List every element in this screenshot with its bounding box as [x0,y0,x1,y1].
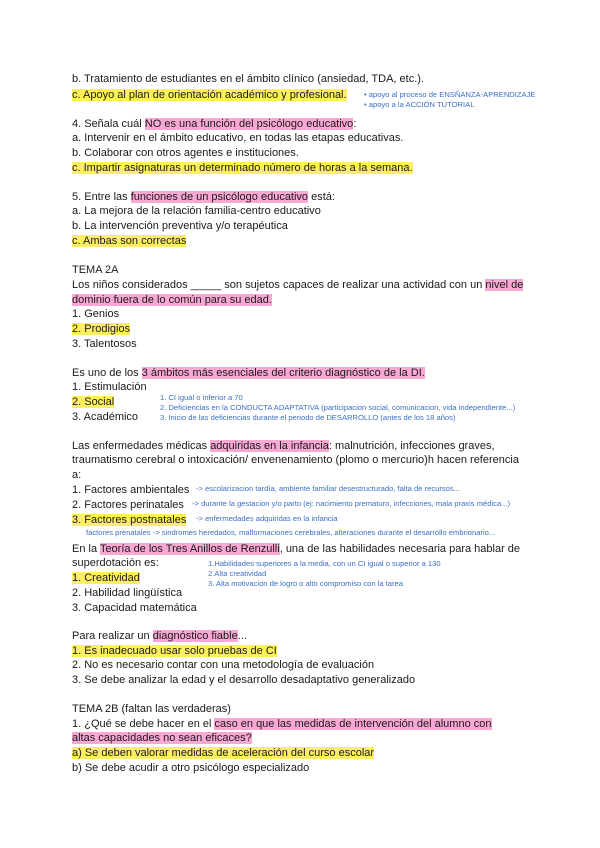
t2a-q1-option-2 [72,322,130,336]
t2a-q4-option-1-text: 1. Creatividad [72,572,140,584]
t2a-q1-option-3: 3. Talentosos [72,338,137,350]
tema2a-title: TEMA 2A [72,264,119,276]
t2a-q4-line2: superdotación es: [72,557,159,569]
t2a-q2-option-3: 3. Académico [72,411,139,423]
t2a-q5-stem [72,629,247,643]
t2a-q2-note-2: 2. Deficiencias en la CONDUCTA ADAPTATIVA (participacion social, comunicacion, vida independiente...) [160,403,516,412]
t2a-q4-line1-highlight: Teoría de los Tres Anillos de Renzulli [99,543,280,555]
t2b-q1-line1-pre: 1. ¿Qué se debe hacer en el [72,718,215,730]
t2a-q4-option-3: 3. Capacidad matemática [72,602,197,614]
q5-option-c-text: c. Ambas son correctas [72,235,187,247]
t2a-q3-line1-highlight: adquiridas en la infancia [210,440,329,452]
t2a-q5-option-1-text: 1. Es inadecuado usar solo pruebas de CI [72,645,277,657]
q4-option-b: b. Colaborar con otros agentes e instituciones. [72,147,299,159]
t2a-q4-option-2: 2. Habilidad lingüística [72,587,183,599]
t2a-q5-stem-highlight: diagnóstico fiable [152,630,238,642]
t2a-q3-option-1: 1. Factores ambientales [72,484,190,496]
q5-stem [72,190,335,204]
q5-option-a: a. La mejora de la relación familia-centro educativo [72,205,321,217]
t2a-q3-note-4: factores prenatales -> sindromes heredados, malformaciones cerebrales, alteraciones durante el desarrollo embrionario... [86,528,496,537]
t2a-q2-stem-pre: Es uno de los [72,367,142,379]
q3-option-b: b. Tratamiento de estudiantes en el ámbito clínico (ansiedad, TDA, etc.). [72,73,424,85]
t2a-q2-note-3: 3. Inicio de las deficiencias durante el periodo de DESARROLLO (antes de los 18 años) [160,413,456,422]
t2b-q1-line1-highlight: caso en que las medidas de intervención del alumno con [214,718,492,730]
t2a-q4-option-1 [72,571,140,585]
t2a-q2-stem [72,366,425,380]
q4-stem-post: : [353,118,357,130]
t2a-q3-note-3: -> enfermedades adquiridas en la infancia [196,514,338,523]
t2b-q1-option-a [72,746,374,760]
t2a-q5-stem-pre: Para realizar un [72,630,153,642]
q4-option-c [72,161,413,175]
t2a-q2-stem-highlight: 3 ámbitos más esenciales del criterio diagnóstico de la DI. [141,367,425,379]
t2a-q2-note-1: 1. CI igual o inferior a 70 [160,393,243,402]
t2a-q3-line3: a: [72,469,82,481]
t2b-q1-line2-highlight: altas capacidades no sean eficaces? [72,732,252,744]
t2a-q3-note-1: -> escolarizacion tardía, ambiente familiar desestructurado, falta de recursos... [196,484,461,493]
t2a-q3-line2: traumatismo cerebral o intoxicación/ envenenamiento (plomo o mercurio)h hacen referencia [72,454,519,466]
q4-stem-highlight: NO es una función del psicólogo educativo [144,118,354,130]
t2a-q1-line1-highlight: nivel de [485,279,524,291]
q5-option-b: b. La intervención preventiva y/o terapéutica [72,220,288,232]
t2a-q4-note-3: 3. Alta motivacion de logro o alto compromiso con la tarea [208,579,404,588]
q3-option-c-text: c. Apoyo al plan de orientación académico y profesional. [72,89,347,101]
q3-note-2: • apoyo a la ACCIÓN TUTORIAL [364,100,475,109]
q3-note-1: • apoyo al proceso de ENSÑANZA-APRENDIZAJE [364,90,536,99]
q5-stem-pre: 5. Entre las [72,191,131,203]
q4-stem [72,117,356,131]
t2a-q1-line2-highlight: dominio fuera de lo común para su edad. [72,294,272,306]
t2a-q4-line1-post: , una de las habilidades necesaria para hablar de [279,543,521,555]
tema2b-title: TEMA 2B (faltan las verdaderas) [72,703,231,715]
t2a-q2-option-2-text: 2. Social [72,396,115,408]
t2a-q4-note-2: 2.Alta creatividad [208,569,267,578]
t2a-q5-stem-post: ... [237,630,247,642]
t2a-q5-option-3: 3. Se debe analizar la edad y el desarrollo desadaptativo generalizado [72,674,416,686]
t2a-q5-option-1 [72,644,277,658]
t2b-q1-option-b: b) Se debe acudir a otro psicólogo especializado [72,762,310,774]
t2a-q2-option-2 [72,395,114,409]
q4-option-a: a. Intervenir en el ámbito educativo, en todas las etapas educativas. [72,132,404,144]
t2a-q3-line1 [72,439,495,453]
t2a-q3-line1-post: : malnutrición, infecciones graves, [328,440,495,452]
q5-option-c [72,234,186,248]
t2a-q4-line1 [72,542,520,556]
q3-option-c [72,88,347,102]
t2a-q3-note-2: -> durante la gestacion y/o parto (ej: nacimiento prematuro, infecciones, mala praxis médica...) [192,499,511,508]
t2a-q3-option-3-text: 3. Factores postnatales [72,514,187,526]
t2a-q4-line1-pre: En la [72,543,100,555]
t2a-q3-option-2: 2. Factores perinatales [72,499,184,511]
t2a-q5-option-2: 2. No es necesario contar con una metodología de evaluación [72,659,375,671]
t2a-q3-option-3 [72,513,186,527]
q5-stem-post: está: [308,191,335,203]
q4-option-c-text: c. Impartir asignaturas un determinado número de horas a la semana. [72,162,413,174]
t2a-q3-line1-pre: Las enfermedades médicas [72,440,211,452]
q5-stem-highlight: funciones de un psicólogo educativo [130,191,309,203]
t2a-q2-option-1: 1. Estimulación [72,381,147,393]
t2a-q1-line1 [72,278,523,292]
t2a-q1-line1-pre: Los niños considerados _____ son sujetos capaces de realizar una actividad con un [72,279,486,291]
t2a-q1-option-2-text: 2. Prodigios [72,323,131,335]
q4-stem-pre: 4. Señala cuál [72,118,145,130]
t2b-q1-line1 [72,717,492,731]
t2b-q1-option-a-text: a) Se deben valorar medidas de aceleración del curso escolar [72,747,375,759]
t2a-q4-note-1: 1.Habilidades superiores a la media, con un CI igual o superior a 130 [208,559,441,568]
t2b-q1-line2 [72,731,252,745]
t2a-q1-option-1: 1. Genios [72,308,120,320]
t2a-q1-line2 [72,293,272,307]
